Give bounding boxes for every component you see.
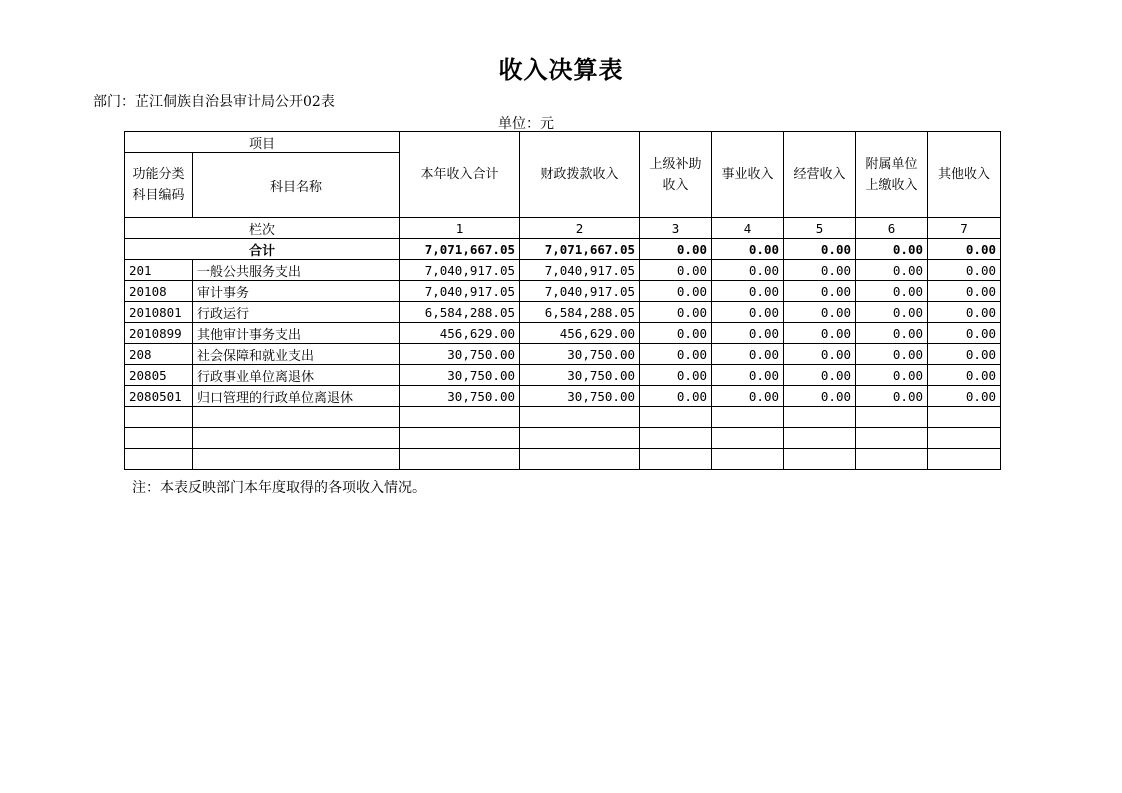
- header-col-1: 本年收入合计: [400, 132, 520, 218]
- total-value: 0.00: [928, 239, 1001, 260]
- empty-cell: [400, 428, 520, 449]
- table-row: [125, 302, 1001, 323]
- table-row: [125, 281, 1001, 302]
- footnote: 注：本表反映部门本年度取得的各项收入情况。: [132, 480, 426, 496]
- lanci-label: 栏次: [125, 218, 400, 239]
- row-value: 0.00: [928, 344, 1001, 365]
- row-value: 30,750.00: [520, 365, 640, 386]
- total-value: 0.00: [712, 239, 784, 260]
- empty-cell: [640, 449, 712, 470]
- empty-cell: [712, 449, 784, 470]
- row-value: 7,040,917.05: [400, 281, 520, 302]
- empty-cell: [193, 428, 400, 449]
- row-value: 7,040,917.05: [520, 281, 640, 302]
- department-label: 部门：芷江侗族自治县审计局公开02表: [93, 94, 335, 110]
- empty-row: [125, 428, 1001, 449]
- row-value: 0.00: [928, 386, 1001, 407]
- empty-cell: [856, 449, 928, 470]
- empty-cell: [712, 407, 784, 428]
- col-number: 1: [400, 218, 520, 239]
- row-value: 30,750.00: [520, 344, 640, 365]
- row-code: 2080501: [125, 386, 193, 407]
- row-value: 0.00: [784, 323, 856, 344]
- row-value: 0.00: [928, 281, 1001, 302]
- row-value: 0.00: [856, 365, 928, 386]
- row-name: 其他审计事务支出: [193, 323, 400, 344]
- row-value: 0.00: [856, 281, 928, 302]
- empty-cell: [400, 449, 520, 470]
- row-value: 0.00: [856, 386, 928, 407]
- col-number: 5: [784, 218, 856, 239]
- row-value: 0.00: [784, 260, 856, 281]
- row-value: 0.00: [928, 365, 1001, 386]
- row-value: 30,750.00: [400, 344, 520, 365]
- table-row: [125, 260, 1001, 281]
- row-value: 0.00: [712, 365, 784, 386]
- row-name: 行政事业单位离退休: [193, 365, 400, 386]
- row-value: 0.00: [928, 323, 1001, 344]
- row-value: 6,584,288.05: [400, 302, 520, 323]
- row-name: 行政运行: [193, 302, 400, 323]
- header-col-6: 附属单位上缴收入: [856, 132, 928, 218]
- row-value: 0.00: [784, 365, 856, 386]
- row-value: 0.00: [928, 302, 1001, 323]
- row-value: 0.00: [784, 281, 856, 302]
- total-value: 0.00: [784, 239, 856, 260]
- row-value: 7,040,917.05: [400, 260, 520, 281]
- empty-cell: [784, 428, 856, 449]
- table-row: [125, 344, 1001, 365]
- empty-cell: [125, 449, 193, 470]
- header-func-code: 功能分类科目编码: [125, 153, 193, 218]
- row-value: 0.00: [640, 344, 712, 365]
- empty-cell: [193, 407, 400, 428]
- table-row: [125, 323, 1001, 344]
- row-value: 30,750.00: [520, 386, 640, 407]
- row-value: 0.00: [928, 260, 1001, 281]
- total-value: 7,071,667.05: [520, 239, 640, 260]
- row-code: 20805: [125, 365, 193, 386]
- row-value: 456,629.00: [520, 323, 640, 344]
- col-number: 2: [520, 218, 640, 239]
- row-code: 2010801: [125, 302, 193, 323]
- col-number: 7: [928, 218, 1001, 239]
- header-col-7: 其他收入: [928, 132, 1001, 218]
- empty-cell: [784, 449, 856, 470]
- row-code: 201: [125, 260, 193, 281]
- row-name: 归口管理的行政单位离退休: [193, 386, 400, 407]
- row-value: 0.00: [784, 386, 856, 407]
- empty-row: [125, 449, 1001, 470]
- row-value: 0.00: [712, 281, 784, 302]
- row-value: 0.00: [712, 260, 784, 281]
- report-title: 收入决算表: [498, 55, 624, 84]
- row-value: 6,584,288.05: [520, 302, 640, 323]
- row-value: 456,629.00: [400, 323, 520, 344]
- empty-cell: [520, 449, 640, 470]
- header-col-4: 事业收入: [712, 132, 784, 218]
- empty-cell: [928, 428, 1001, 449]
- row-value: 0.00: [640, 260, 712, 281]
- table-row: [125, 386, 1001, 407]
- header-col-5: 经营收入: [784, 132, 856, 218]
- empty-cell: [640, 428, 712, 449]
- unit-label: 单位：元: [498, 116, 554, 132]
- row-value: 0.00: [640, 281, 712, 302]
- row-code: 20108: [125, 281, 193, 302]
- row-value: 0.00: [640, 386, 712, 407]
- header-col-2: 财政拨款收入: [520, 132, 640, 218]
- table-row: [125, 365, 1001, 386]
- col-number: 3: [640, 218, 712, 239]
- row-name: 审计事务: [193, 281, 400, 302]
- empty-cell: [125, 407, 193, 428]
- row-value: 0.00: [640, 323, 712, 344]
- col-number: 4: [712, 218, 784, 239]
- col-number: 6: [856, 218, 928, 239]
- empty-row: [125, 407, 1001, 428]
- empty-cell: [520, 428, 640, 449]
- row-value: 0.00: [640, 302, 712, 323]
- row-code: 2010899: [125, 323, 193, 344]
- row-value: 0.00: [640, 365, 712, 386]
- row-value: 30,750.00: [400, 386, 520, 407]
- row-value: 0.00: [784, 344, 856, 365]
- income-table: [124, 131, 1001, 470]
- header-subject-name: 科目名称: [193, 153, 400, 218]
- row-value: 0.00: [712, 302, 784, 323]
- header-item: 项目: [125, 132, 400, 153]
- row-value: 0.00: [784, 302, 856, 323]
- total-label: 合计: [125, 239, 400, 260]
- row-value: 0.00: [856, 302, 928, 323]
- empty-cell: [856, 407, 928, 428]
- row-value: 0.00: [856, 323, 928, 344]
- total-value: 7,071,667.05: [400, 239, 520, 260]
- total-value: 0.00: [640, 239, 712, 260]
- empty-cell: [712, 428, 784, 449]
- empty-cell: [193, 449, 400, 470]
- empty-cell: [640, 407, 712, 428]
- header-col-3: 上级补助收入: [640, 132, 712, 218]
- empty-cell: [928, 449, 1001, 470]
- empty-cell: [856, 428, 928, 449]
- total-row: [125, 239, 1001, 260]
- total-value: 0.00: [856, 239, 928, 260]
- row-value: 0.00: [856, 260, 928, 281]
- empty-cell: [928, 407, 1001, 428]
- empty-cell: [520, 407, 640, 428]
- row-value: 0.00: [712, 344, 784, 365]
- row-name: 社会保障和就业支出: [193, 344, 400, 365]
- row-value: 0.00: [712, 323, 784, 344]
- empty-cell: [125, 428, 193, 449]
- row-value: 30,750.00: [400, 365, 520, 386]
- row-code: 208: [125, 344, 193, 365]
- row-value: 0.00: [856, 344, 928, 365]
- empty-cell: [400, 407, 520, 428]
- row-name: 一般公共服务支出: [193, 260, 400, 281]
- row-value: 7,040,917.05: [520, 260, 640, 281]
- empty-cell: [784, 407, 856, 428]
- row-value: 0.00: [712, 386, 784, 407]
